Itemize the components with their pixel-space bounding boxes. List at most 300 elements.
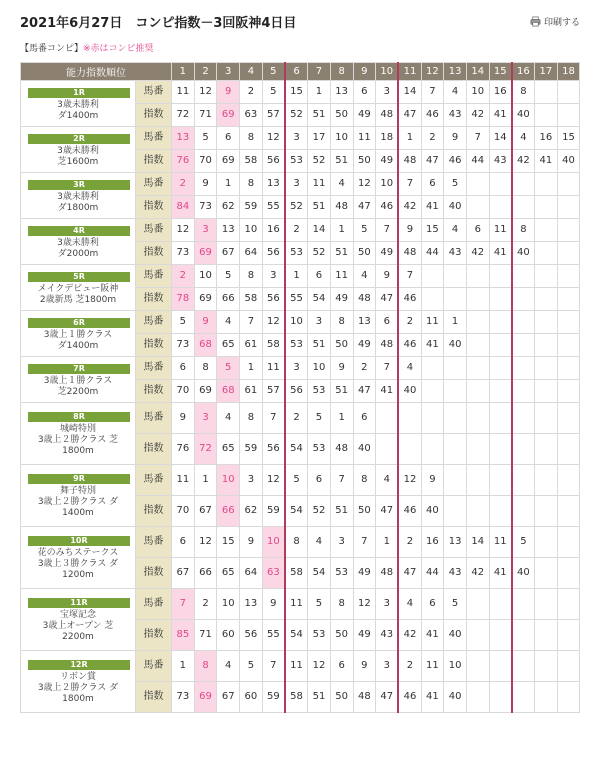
horse-number-cell: 9 xyxy=(262,589,285,620)
horse-number-cell: 15 xyxy=(217,527,240,558)
race-name-line: ダ1400m xyxy=(57,340,99,351)
index-score-cell xyxy=(466,334,489,357)
horse-number-cell: 11 xyxy=(285,589,308,620)
index-score-cell: 67 xyxy=(194,496,217,527)
horse-number-cell: 4 xyxy=(376,465,399,496)
race-row-horse xyxy=(21,357,580,380)
horse-number-cell: 3 xyxy=(285,357,308,380)
horse-number-cell xyxy=(489,589,512,620)
race-name-line: 1200m xyxy=(62,570,94,580)
index-score-cell xyxy=(557,558,580,589)
horse-number-cell: 14 xyxy=(398,81,421,104)
race-name-line: 3歳上オープン 芝 xyxy=(42,621,114,631)
index-score-cell: 41 xyxy=(421,682,444,713)
horse-number-cell: 13 xyxy=(353,311,376,334)
horse-number-cell: 5 xyxy=(172,311,195,334)
index-score-cell: 54 xyxy=(285,434,308,465)
index-score-cell: 60 xyxy=(240,682,263,713)
horse-number-cell: 4 xyxy=(353,265,376,288)
horse-number-cell xyxy=(489,173,512,196)
horse-number-cell: 2 xyxy=(285,403,308,434)
horse-number-cell: 16 xyxy=(489,81,512,104)
row-label-index: 指数 xyxy=(136,380,172,403)
index-score-cell: 68 xyxy=(194,334,217,357)
horse-number-cell xyxy=(535,403,558,434)
index-score-cell: 60 xyxy=(217,620,240,651)
horse-number-cell xyxy=(466,465,489,496)
race-name-line: ダ1800m xyxy=(57,202,99,213)
horse-number-cell: 7 xyxy=(398,265,421,288)
index-score-cell xyxy=(489,334,512,357)
race-row-horse xyxy=(21,589,580,620)
horse-number-cell xyxy=(512,265,535,288)
race-name-line: 3歳未勝利 xyxy=(57,145,99,156)
race-badge[interactable]: 3R xyxy=(28,180,130,190)
column-header: 14 xyxy=(466,63,489,81)
race-name-line: 3歳未勝利 xyxy=(57,99,99,110)
index-score-cell: 62 xyxy=(217,196,240,219)
index-score-cell xyxy=(421,434,444,465)
horse-number-cell: 13 xyxy=(444,527,467,558)
horse-number-cell xyxy=(466,311,489,334)
index-score-cell: 58 xyxy=(240,288,263,311)
index-score-cell xyxy=(512,682,535,713)
row-label-horse: 馬番 xyxy=(136,403,172,434)
race-cell xyxy=(21,589,136,651)
row-label-index: 指数 xyxy=(136,150,172,173)
index-score-cell xyxy=(489,682,512,713)
row-label-horse: 馬番 xyxy=(136,311,172,334)
index-score-cell: 47 xyxy=(353,380,376,403)
race-badge[interactable]: 5R xyxy=(28,272,130,282)
index-score-cell: 49 xyxy=(353,558,376,589)
index-score-cell: 41 xyxy=(421,196,444,219)
index-score-cell: 42 xyxy=(512,150,535,173)
horse-number-cell: 3 xyxy=(376,81,399,104)
index-score-cell: 62 xyxy=(240,496,263,527)
horse-number-cell: 12 xyxy=(353,589,376,620)
horse-number-cell: 10 xyxy=(308,357,331,380)
row-label-index: 指数 xyxy=(136,682,172,713)
horse-number-cell: 5 xyxy=(444,589,467,620)
index-score-cell: 41 xyxy=(489,558,512,589)
index-score-cell: 68 xyxy=(217,380,240,403)
index-score-cell: 58 xyxy=(262,334,285,357)
horse-number-cell: 9 xyxy=(194,311,217,334)
index-score-cell xyxy=(557,288,580,311)
horse-number-cell: 6 xyxy=(353,81,376,104)
index-score-cell: 52 xyxy=(285,196,308,219)
column-header: 7 xyxy=(308,63,331,81)
horse-number-cell: 9 xyxy=(172,403,195,434)
horse-number-cell: 12 xyxy=(262,127,285,150)
index-score-cell: 65 xyxy=(217,434,240,465)
index-score-cell xyxy=(535,288,558,311)
race-badge[interactable]: 10R xyxy=(28,536,130,546)
horse-number-cell: 2 xyxy=(398,311,421,334)
index-score-cell: 44 xyxy=(421,242,444,265)
index-score-cell: 54 xyxy=(285,496,308,527)
index-score-cell: 53 xyxy=(285,334,308,357)
horse-number-cell xyxy=(444,357,467,380)
index-score-cell: 56 xyxy=(262,434,285,465)
index-score-cell: 48 xyxy=(330,434,353,465)
horse-number-cell: 9 xyxy=(444,127,467,150)
row-label-index: 指数 xyxy=(136,242,172,265)
index-score-cell: 51 xyxy=(330,150,353,173)
column-header: 12 xyxy=(421,63,444,81)
index-score-cell: 53 xyxy=(308,620,331,651)
horse-number-cell: 9 xyxy=(398,219,421,242)
horse-number-cell: 8 xyxy=(240,265,263,288)
horse-number-cell: 12 xyxy=(262,311,285,334)
index-score-cell: 48 xyxy=(353,288,376,311)
horse-number-cell: 7 xyxy=(353,527,376,558)
horse-number-cell: 3 xyxy=(376,589,399,620)
index-score-cell xyxy=(444,288,467,311)
index-score-cell: 70 xyxy=(172,496,195,527)
index-score-cell: 69 xyxy=(194,242,217,265)
horse-number-cell xyxy=(466,403,489,434)
index-score-cell: 46 xyxy=(398,682,421,713)
index-score-cell xyxy=(466,496,489,527)
index-score-cell xyxy=(489,434,512,465)
column-header: 10 xyxy=(376,63,399,81)
index-score-cell: 64 xyxy=(240,558,263,589)
index-score-cell: 41 xyxy=(421,334,444,357)
index-score-cell: 47 xyxy=(376,682,399,713)
index-score-cell: 40 xyxy=(512,104,535,127)
index-score-cell: 50 xyxy=(330,334,353,357)
race-badge[interactable]: 11R xyxy=(28,598,130,608)
race-name-line: 宝塚記念 xyxy=(59,610,96,620)
horse-number-cell: 6 xyxy=(421,173,444,196)
horse-number-cell: 6 xyxy=(330,651,353,682)
column-header: 5 xyxy=(262,63,285,81)
race-name-line: 1800m xyxy=(62,446,94,456)
horse-number-cell: 13 xyxy=(240,589,263,620)
index-score-cell: 47 xyxy=(398,104,421,127)
index-score-cell: 63 xyxy=(240,104,263,127)
row-label-horse: 馬番 xyxy=(136,357,172,380)
index-score-cell: 67 xyxy=(217,682,240,713)
index-score-cell: 40 xyxy=(398,380,421,403)
horse-number-cell: 3 xyxy=(308,311,331,334)
horse-number-cell: 5 xyxy=(444,173,467,196)
index-score-cell: 49 xyxy=(376,150,399,173)
horse-number-cell: 1 xyxy=(285,265,308,288)
horse-number-cell xyxy=(557,81,580,104)
race-name-line: 城崎特別 xyxy=(59,424,96,434)
column-header: 6 xyxy=(285,63,308,81)
horse-number-cell xyxy=(535,173,558,196)
index-score-cell: 43 xyxy=(376,620,399,651)
index-score-cell xyxy=(489,380,512,403)
index-score-cell: 56 xyxy=(262,288,285,311)
race-cell xyxy=(21,311,136,357)
horse-number-cell xyxy=(535,465,558,496)
horse-number-cell xyxy=(466,651,489,682)
index-score-cell: 63 xyxy=(262,558,285,589)
horse-number-cell: 11 xyxy=(172,81,195,104)
index-score-cell: 49 xyxy=(353,104,376,127)
horse-number-cell: 15 xyxy=(285,81,308,104)
race-row-horse xyxy=(21,465,580,496)
race-badge[interactable]: 2R xyxy=(28,134,130,144)
horse-number-cell xyxy=(535,81,558,104)
horse-number-cell: 10 xyxy=(240,219,263,242)
horse-number-cell: 5 xyxy=(512,527,535,558)
row-label-horse: 馬番 xyxy=(136,651,172,682)
race-row-horse xyxy=(21,527,580,558)
horse-number-cell: 8 xyxy=(285,527,308,558)
index-score-cell: 57 xyxy=(262,104,285,127)
index-score-cell: 76 xyxy=(172,434,195,465)
index-score-cell: 50 xyxy=(353,242,376,265)
race-name-line: 3歳上２勝クラス ダ xyxy=(37,497,119,507)
index-score-cell: 55 xyxy=(262,196,285,219)
horse-number-cell: 1 xyxy=(376,527,399,558)
row-label-horse: 馬番 xyxy=(136,81,172,104)
horse-number-cell: 4 xyxy=(217,651,240,682)
index-score-cell: 46 xyxy=(398,334,421,357)
horse-number-cell xyxy=(557,173,580,196)
index-score-cell: 51 xyxy=(330,496,353,527)
index-score-cell: 49 xyxy=(353,620,376,651)
index-score-cell: 67 xyxy=(217,242,240,265)
horse-number-cell: 5 xyxy=(285,465,308,496)
horse-number-cell: 2 xyxy=(421,127,444,150)
horse-number-cell: 16 xyxy=(421,527,444,558)
horse-number-cell: 9 xyxy=(376,265,399,288)
index-score-cell xyxy=(466,196,489,219)
index-score-cell xyxy=(535,682,558,713)
horse-number-cell: 1 xyxy=(240,357,263,380)
horse-number-cell xyxy=(557,219,580,242)
horse-number-cell: 18 xyxy=(376,127,399,150)
index-score-cell xyxy=(466,288,489,311)
index-score-cell xyxy=(557,496,580,527)
compi-table xyxy=(20,62,580,713)
index-score-cell: 71 xyxy=(194,620,217,651)
horse-number-cell: 6 xyxy=(376,311,399,334)
index-score-cell: 40 xyxy=(512,242,535,265)
horse-number-cell: 3 xyxy=(285,173,308,196)
section-label: 【馬番コンピ】 xyxy=(20,44,84,54)
race-name-line: 3歳未勝利 xyxy=(57,237,99,248)
horse-number-cell: 4 xyxy=(217,311,240,334)
column-header: 8 xyxy=(330,63,353,81)
index-score-cell: 85 xyxy=(172,620,195,651)
horse-number-cell: 10 xyxy=(466,81,489,104)
horse-number-cell xyxy=(489,651,512,682)
index-score-cell: 53 xyxy=(308,380,331,403)
index-score-cell xyxy=(512,334,535,357)
index-score-cell xyxy=(512,380,535,403)
index-score-cell: 55 xyxy=(262,620,285,651)
horse-number-cell xyxy=(535,311,558,334)
print-label: 印刷する xyxy=(543,18,580,28)
index-score-cell xyxy=(466,682,489,713)
index-score-cell: 43 xyxy=(444,242,467,265)
horse-number-cell: 2 xyxy=(172,173,195,196)
horse-number-cell xyxy=(535,527,558,558)
race-name-line: 3歳上１勝クラス xyxy=(43,375,113,386)
horse-number-cell: 6 xyxy=(466,219,489,242)
horse-number-cell: 11 xyxy=(172,465,195,496)
race-name-line: 舞子特別 xyxy=(59,486,96,496)
race-name-line: 芝2200m xyxy=(57,386,99,397)
horse-number-cell xyxy=(512,589,535,620)
horse-number-cell xyxy=(512,311,535,334)
horse-number-cell: 13 xyxy=(172,127,195,150)
index-score-cell: 69 xyxy=(217,104,240,127)
race-name-line: 2200m xyxy=(62,632,94,642)
index-score-cell xyxy=(421,380,444,403)
horse-number-cell xyxy=(512,173,535,196)
column-header: 11 xyxy=(398,63,421,81)
horse-number-cell: 8 xyxy=(194,357,217,380)
index-score-cell xyxy=(557,104,580,127)
horse-number-cell: 10 xyxy=(330,127,353,150)
index-score-cell xyxy=(489,496,512,527)
index-score-cell: 73 xyxy=(172,334,195,357)
race-badge[interactable]: 12R xyxy=(28,660,130,670)
index-score-cell xyxy=(466,620,489,651)
horse-number-cell: 1 xyxy=(398,127,421,150)
index-score-cell: 61 xyxy=(240,334,263,357)
race-name-line: 2歳新馬 芝1800m xyxy=(39,294,117,305)
horse-number-cell: 4 xyxy=(444,81,467,104)
horse-number-cell xyxy=(557,651,580,682)
horse-number-cell: 3 xyxy=(376,651,399,682)
horse-number-cell xyxy=(557,311,580,334)
index-score-cell: 48 xyxy=(376,558,399,589)
index-score-cell: 46 xyxy=(376,196,399,219)
index-score-cell xyxy=(557,682,580,713)
horse-number-cell xyxy=(557,265,580,288)
horse-number-cell: 5 xyxy=(217,265,240,288)
race-badge[interactable]: 8R xyxy=(28,412,130,422)
index-score-cell: 42 xyxy=(466,242,489,265)
index-score-cell xyxy=(557,196,580,219)
index-score-cell: 46 xyxy=(398,288,421,311)
index-score-cell xyxy=(512,496,535,527)
horse-number-cell xyxy=(512,651,535,682)
index-score-cell: 51 xyxy=(308,196,331,219)
race-row-horse xyxy=(21,173,580,196)
race-name-line: 3歳上１勝クラス xyxy=(43,329,113,340)
horse-number-cell xyxy=(512,465,535,496)
horse-number-cell xyxy=(489,403,512,434)
race-cell xyxy=(21,81,136,127)
horse-number-cell: 15 xyxy=(421,219,444,242)
horse-number-cell: 5 xyxy=(194,127,217,150)
index-score-cell: 51 xyxy=(308,682,331,713)
horse-number-cell: 8 xyxy=(194,651,217,682)
horse-number-cell: 11 xyxy=(421,311,444,334)
race-row-horse xyxy=(21,311,580,334)
horse-number-cell: 6 xyxy=(308,265,331,288)
row-label-horse: 馬番 xyxy=(136,265,172,288)
horse-number-cell: 2 xyxy=(398,527,421,558)
index-score-cell: 40 xyxy=(444,682,467,713)
horse-number-cell: 5 xyxy=(308,403,331,434)
index-score-cell: 48 xyxy=(330,196,353,219)
race-badge[interactable]: 6R xyxy=(28,318,130,328)
index-score-cell xyxy=(512,620,535,651)
race-row-horse xyxy=(21,651,580,682)
horse-number-cell: 6 xyxy=(308,465,331,496)
horse-number-cell: 7 xyxy=(398,173,421,196)
row-label-index: 指数 xyxy=(136,434,172,465)
column-header: 16 xyxy=(512,63,535,81)
race-badge[interactable]: 9R xyxy=(28,474,130,484)
index-score-cell: 70 xyxy=(172,380,195,403)
index-score-cell: 59 xyxy=(262,496,285,527)
horse-number-cell: 7 xyxy=(262,651,285,682)
race-badge[interactable]: 7R xyxy=(28,364,130,374)
horse-number-cell: 9 xyxy=(330,357,353,380)
index-score-cell: 57 xyxy=(262,380,285,403)
horse-number-cell: 4 xyxy=(444,219,467,242)
horse-number-cell: 7 xyxy=(240,311,263,334)
horse-number-cell xyxy=(489,465,512,496)
horse-number-cell: 10 xyxy=(444,651,467,682)
horse-number-cell: 10 xyxy=(217,465,240,496)
index-score-cell: 54 xyxy=(308,288,331,311)
index-score-cell xyxy=(535,242,558,265)
index-score-cell xyxy=(535,558,558,589)
race-badge[interactable]: 1R xyxy=(28,88,130,98)
index-score-cell xyxy=(466,380,489,403)
horse-number-cell: 8 xyxy=(512,219,535,242)
index-score-cell: 54 xyxy=(308,558,331,589)
index-score-cell: 58 xyxy=(285,682,308,713)
horse-number-cell: 7 xyxy=(466,127,489,150)
horse-number-cell: 7 xyxy=(262,403,285,434)
index-score-cell: 52 xyxy=(285,104,308,127)
horse-number-cell: 10 xyxy=(262,527,285,558)
index-score-cell: 40 xyxy=(444,196,467,219)
horse-number-cell: 1 xyxy=(330,403,353,434)
index-score-cell: 67 xyxy=(172,558,195,589)
race-cell xyxy=(21,403,136,465)
horse-number-cell: 8 xyxy=(240,403,263,434)
horse-number-cell xyxy=(421,357,444,380)
horse-number-cell: 12 xyxy=(262,465,285,496)
index-score-cell: 55 xyxy=(285,288,308,311)
horse-number-cell xyxy=(489,311,512,334)
race-name-line: 芝1600m xyxy=(57,156,99,167)
race-name-line: 3歳上２勝クラス 芝 xyxy=(37,435,119,445)
horse-number-cell: 4 xyxy=(217,403,240,434)
horse-number-cell: 9 xyxy=(217,81,240,104)
index-score-cell: 53 xyxy=(285,150,308,173)
race-name-line: 3歳上２勝クラス ダ xyxy=(37,683,119,693)
horse-number-cell: 1 xyxy=(194,465,217,496)
column-header: 2 xyxy=(194,63,217,81)
horse-number-cell: 1 xyxy=(308,81,331,104)
index-score-cell xyxy=(398,434,421,465)
row-label-horse: 馬番 xyxy=(136,219,172,242)
index-score-cell: 73 xyxy=(172,682,195,713)
index-score-cell: 59 xyxy=(240,434,263,465)
race-badge[interactable]: 4R xyxy=(28,226,130,236)
index-score-cell: 73 xyxy=(172,242,195,265)
print-button[interactable] xyxy=(530,15,580,28)
index-score-cell: 73 xyxy=(194,196,217,219)
